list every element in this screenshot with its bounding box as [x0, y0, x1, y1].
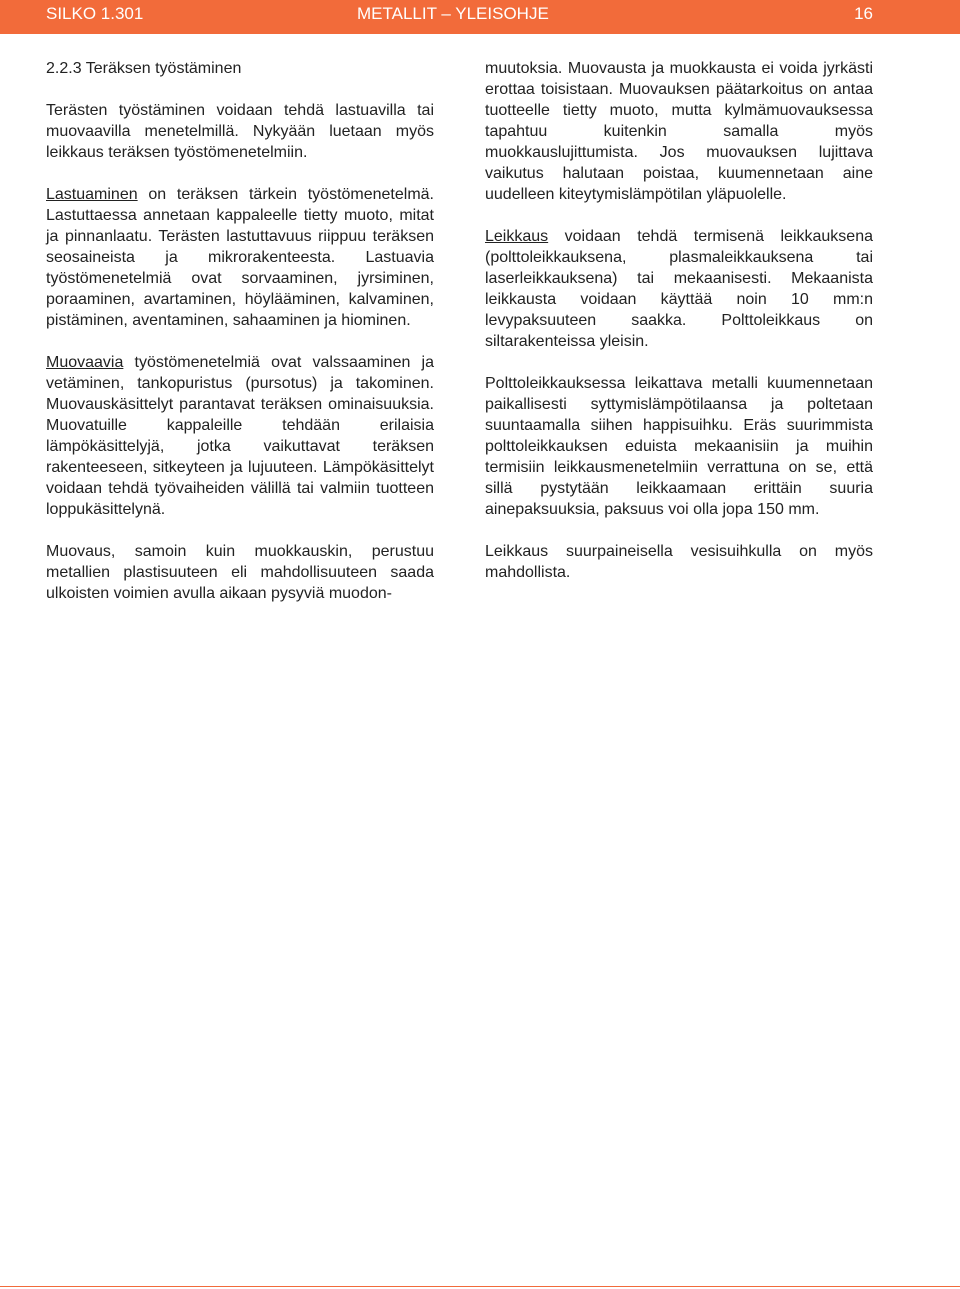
section-heading: 2.2.3 Teräksen työstäminen — [46, 60, 242, 77]
document-code: SILKO 1.301 — [46, 4, 144, 23]
paragraph — [46, 184, 434, 331]
page-header — [0, 0, 960, 34]
paragraph-text: työstömenetelmiä ovat valssaaminen ja vetäminen, tankopuristus (pursotus) ja takominen. Muovauskäsittelyt parantavat teräksen ominaisuuksia. Muovatuille kappaleille tehdään erilaisia lämpökäsittelyjä, jotka vaikuttavat teräksen rakenteeseen, sitkeyteen ja lujuuteen. Lämpökäsittelyt voidaan tehdä työvaiheiden välillä tai valmiin tuotteen loppukäsittelynä. — [46, 354, 434, 518]
paragraph-text: voidaan tehdä termisenä leikkauksena (polttoleikkauksena, plasmaleikkauksena tai laserleikkauksena) tai mekaanisesti. Mekaanista leikkausta voidaan käyttää noin 10 mm:n levypaksuuteen saakka. Polttoleikkaus on siltarakenteissa yleisin. — [485, 228, 873, 350]
term-muovaavia: Muovaavia — [46, 354, 124, 371]
paragraph: Polttoleikkauksessa leikattava metalli kuumennetaan paikallisesti syttymislämpötilaansa ja poltetaan suuntaamalla siihen happisuihku. Eräs suurimmista polttoleikkauksen eduista mekaanisiin ja muihin termisiin leikkausmenetelmiin verrattuna on se, että sillä pystytään leikkaamaan erittäin suuria ainepaksuuksia, paksuus voi olla jopa 150 mm. — [485, 375, 873, 518]
right-column — [485, 58, 873, 604]
paragraph: Muovaus, samoin kuin muokkauskin, perustuu metallien plastisuuteen eli mahdollisuuteen saada ulkoisten voimien avulla aikaan pysyviä muodon- — [46, 543, 434, 602]
paragraph: Leikkaus suurpaineisella vesisuihkulla on myös mahdollista. — [485, 543, 873, 581]
paragraph — [485, 226, 873, 352]
term-leikkaus: Leikkaus — [485, 228, 549, 245]
left-column — [46, 58, 434, 625]
term-lastuaminen: Lastuaminen — [46, 186, 138, 203]
document-title: METALLIT – YLEISOHJE — [357, 4, 549, 23]
footer-divider — [0, 1286, 960, 1287]
paragraph: Terästen työstäminen voidaan tehdä lastuavilla tai muovaavilla menetelmillä. Nykyään luetaan myös leikkaus teräksen työstömenetelmiin. — [46, 102, 434, 161]
paragraph-text: on teräksen tärkein työstömenetelmä. Lastuttaessa annetaan kappaleelle tietty muoto, mitat ja pinnanlaatu. Terästen lastuttavuus riippuu teräksen seosaineista ja mikrorakenteesta. Lastuavia työstömenetelmiä ovat sorvaaminen, jyrsiminen, poraaminen, avartaminen, höylääminen, kalvaminen, pistäminen, aventaminen, sahaaminen ja hiominen. — [46, 186, 434, 329]
page-number: 16 — [854, 4, 873, 23]
paragraph — [46, 352, 434, 520]
paragraph: muutoksia. Muovausta ja muokkausta ei voida jyrkästi erottaa toisistaan. Muovauksen päätarkoitus on antaa tuotteelle tietty muoto, mutta kylmämuovauksessa tapahtuu kuitenkin samalla myös muokkauslujittumista. Jos muovauksen lujittava vaikutus halutaan poistaa, kuumennetaan aine uudelleen kiteytymislämpötilan yläpuolelle. — [485, 60, 873, 203]
